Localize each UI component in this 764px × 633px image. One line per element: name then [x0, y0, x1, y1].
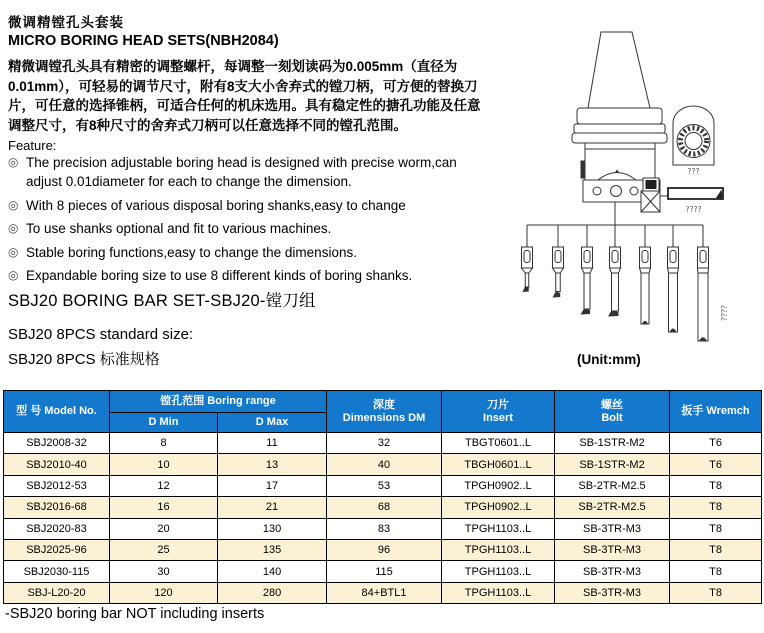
footnote: -SBJ20 boring bar NOT including inserts	[5, 606, 265, 622]
table-cell: TBGH0601..L	[442, 454, 555, 475]
table-cell: T8	[670, 561, 762, 582]
table-cell: 10	[110, 454, 218, 475]
product-illustration	[490, 10, 764, 380]
table-cell: T8	[670, 518, 762, 539]
dial-drawing	[673, 106, 714, 165]
unit-label: (Unit:mm)	[577, 352, 641, 367]
bar-label: ????	[685, 205, 702, 214]
feature-item	[8, 266, 492, 285]
bullet-icon: ◎	[8, 197, 19, 212]
bullet-icon: ◎	[8, 268, 19, 282]
bullet-icon: ◎	[8, 244, 19, 259]
table-cell: 25	[110, 539, 218, 560]
feature-text: With 8 pieces of various disposal boring shanks,easy to change	[26, 197, 406, 213]
standard-size-cn: SBJ20 8PCS 标准规格	[8, 351, 160, 368]
table-row	[4, 561, 762, 582]
table-cell: SBJ2008-32	[4, 433, 110, 454]
spec-table-body	[4, 433, 762, 604]
feature-item	[8, 219, 492, 238]
feature-list	[8, 153, 492, 290]
col-header-d-min: D Min	[110, 413, 218, 433]
table-cell: T8	[670, 582, 762, 603]
feature-item	[8, 243, 492, 262]
col-header-boring-range: 镗孔范围 Boring range	[110, 391, 327, 413]
standard-size-en: SBJ20 8PCS standard size:	[8, 326, 194, 343]
page-title-cn: 微调精镗孔头套装	[8, 15, 124, 30]
col-header-bolt-cn: 螺丝	[601, 399, 624, 411]
table-cell: SB-3TR-M3	[555, 561, 670, 582]
boring-bar-set-title: SBJ20 BORING BAR SET-SBJ20-镗刀组	[8, 292, 316, 310]
feature-text: Stable boring functions,easy to change the dimensions.	[26, 244, 357, 260]
table-cell: 30	[110, 561, 218, 582]
page-title-en: MICRO BORING HEAD SETS(NBH2084)	[8, 33, 279, 49]
table-row	[4, 433, 762, 454]
col-header-insert-cn: 刀片	[487, 399, 510, 411]
table-cell: TPGH1103..L	[442, 561, 555, 582]
table-cell: 96	[327, 539, 442, 560]
table-cell: TPGH0902..L	[442, 475, 555, 496]
feature-heading: Feature:	[8, 138, 57, 153]
table-row	[4, 582, 762, 603]
feature-item	[8, 196, 492, 215]
table-row	[4, 539, 762, 560]
description-line: 0.01mm），可轻易的调节尺寸，附有8支大小舍弃式的镗刀柄，可方便的替换刀	[8, 78, 478, 94]
table-cell: TBGT0601..L	[442, 433, 555, 454]
table-cell: SB-1STR-M2	[555, 454, 670, 475]
shanks-label: ????	[720, 305, 729, 321]
col-header-model-no: 型 号 Model No.	[4, 391, 110, 433]
boring-bar-drawing	[641, 178, 723, 212]
col-header-dimensions-cn: 深度	[373, 399, 396, 411]
table-cell: 120	[110, 582, 218, 603]
table-cell: 68	[327, 497, 442, 518]
col-header-d-max: D Max	[218, 413, 327, 433]
bullet-icon: ◎	[8, 155, 19, 169]
description-line: 调整尺寸，有8种尺寸的舍弃式刀柄可以任意选择不同的镗孔范围。	[8, 117, 408, 133]
description-line: 精微调镗孔头具有精密的调整螺杆，每调整一刻划读码为0.005mm（直径为	[8, 59, 458, 74]
table-row	[4, 454, 762, 475]
table-cell: 40	[327, 454, 442, 475]
feature-text: The precision adjustable boring head is designed with precise worm,can adjust 0.01diameter for each to change the dimension.	[26, 155, 457, 189]
table-cell: 32	[327, 433, 442, 454]
table-cell: 17	[218, 475, 327, 496]
table-cell: SB-3TR-M3	[555, 518, 670, 539]
col-header-insert	[442, 391, 555, 433]
table-cell: SBJ2010-40	[4, 454, 110, 475]
table-cell: 21	[218, 497, 327, 518]
table-cell: SBJ2012-53	[4, 475, 110, 496]
table-cell: T6	[670, 454, 762, 475]
feature-item	[8, 153, 492, 191]
table-cell: T6	[670, 433, 762, 454]
table-cell: T8	[670, 475, 762, 496]
col-header-bolt	[555, 391, 670, 433]
table-cell: 12	[110, 475, 218, 496]
table-cell: 130	[218, 518, 327, 539]
table-cell: SBJ2030-115	[4, 561, 110, 582]
bullet-icon: ◎	[8, 221, 19, 235]
table-cell: TPGH1103..L	[442, 518, 555, 539]
table-cell: 115	[327, 561, 442, 582]
table-cell: SB-2TR-M2.5	[555, 497, 670, 518]
table-cell: 135	[218, 539, 327, 560]
table-cell: SBJ2025-96	[4, 539, 110, 560]
table-cell: 11	[218, 433, 327, 454]
table-cell: 280	[218, 582, 327, 603]
col-header-bolt-en: Bolt	[601, 411, 623, 424]
table-cell: 8	[110, 433, 218, 454]
table-cell: 84+BTL1	[327, 582, 442, 603]
table-row	[4, 518, 762, 539]
shank-set-drawing	[522, 202, 709, 341]
description-line: 片，可任意的选择锥柄，可适合任何的机床选用。具有稳定性的搪孔功能及任意	[8, 98, 481, 113]
table-cell: SB-1STR-M2	[555, 433, 670, 454]
col-header-dimensions	[327, 391, 442, 433]
tool-holder-drawing	[572, 32, 667, 202]
table-cell: SBJ2016-68	[4, 497, 110, 518]
table-row	[4, 497, 762, 518]
table-row	[4, 475, 762, 496]
table-cell: 20	[110, 518, 218, 539]
table-cell: 83	[327, 518, 442, 539]
feature-text: To use shanks optional and fit to various machines.	[26, 221, 332, 236]
table-cell: TPGH1103..L	[442, 582, 555, 603]
dial-label: ???	[687, 167, 700, 176]
table-cell: T8	[670, 539, 762, 560]
col-header-insert-en: Insert	[483, 411, 513, 424]
table-cell: SB-2TR-M2.5	[555, 475, 670, 496]
col-header-dimensions-en: Dimensions DM	[342, 411, 426, 424]
spec-table	[3, 390, 762, 604]
product-description	[8, 57, 548, 135]
table-cell: SB-3TR-M3	[555, 582, 670, 603]
table-cell: SBJ-L20-20	[4, 582, 110, 603]
table-cell: T8	[670, 497, 762, 518]
table-cell: 140	[218, 561, 327, 582]
table-cell: TPGH0902..L	[442, 497, 555, 518]
col-header-wrench: 扳手 Wremch	[670, 391, 762, 433]
table-cell: TPGH1103..L	[442, 539, 555, 560]
table-cell: SB-3TR-M3	[555, 539, 670, 560]
table-cell: 13	[218, 454, 327, 475]
feature-text: Expandable boring size to use 8 different kinds of boring shanks.	[26, 268, 413, 283]
table-cell: 16	[110, 497, 218, 518]
table-cell: 53	[327, 475, 442, 496]
table-cell: SBJ2020-83	[4, 518, 110, 539]
